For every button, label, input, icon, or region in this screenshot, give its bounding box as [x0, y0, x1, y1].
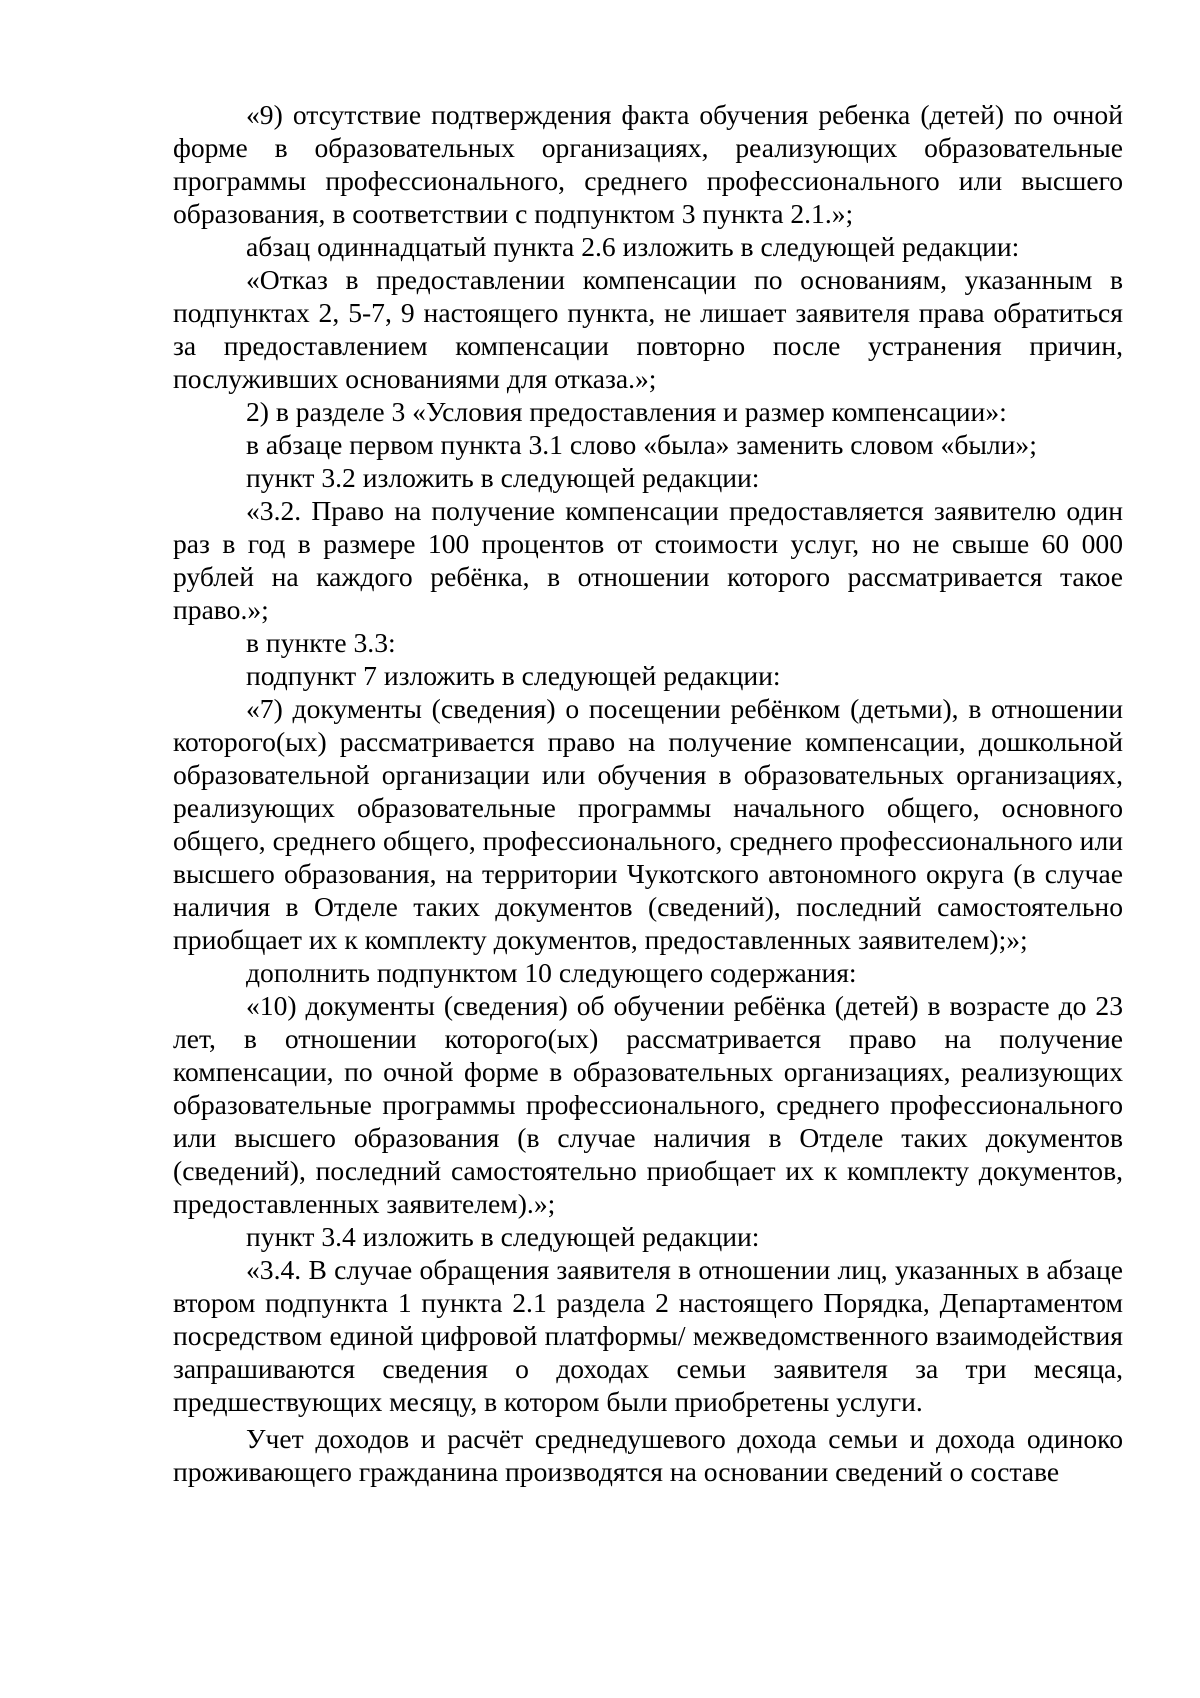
paragraph-text-3-2: «3.2. Право на получение компенсации предоставляется заявителю один раз в год в размере 100 процентов от стоимости услуг, но не свыше 60 000 рублей на каждого ребёнка, в отношении которого рассматривается такое право.»;	[173, 495, 1123, 625]
document-page	[173, 98, 1123, 1488]
paragraph-item-9: «9) отсутствие подтверждения факта обучения ребенка (детей) по очной форме в образовательных организациях, реализующих образовательные программы профессионального, среднего профессионального или высшего образования, в соответствии с подпунктом 3 пункта 2.1.»;	[173, 99, 1123, 229]
paragraph-text-sub-10: «10) документы (сведения) об обучении ребёнка (детей) в возрасте до 23 лет, в отношении которого(ых) рассматривается право на получение компенсации, по очной форме в образовательных организациях, реализующих образовательные программы профессионального, среднего профессионального или высшего образования (в случае наличия в Отделе таких документов (сведений), последний самостоятельно приобщает их к комплекту документов, предоставленных заявителем).»;	[173, 990, 1123, 1219]
paragraph-refusal-text: «Отказ в предоставлении компенсации по основаниям, указанным в подпунктах 2, 5-7, 9 настоящего пункта, не лишает заявителя права обратиться за предоставлением компенсации повторно после устранения причин, послуживших основаниями для отказа.»;	[173, 264, 1123, 394]
paragraph-section-3: 2) в разделе 3 «Условия предоставления и размер компенсации»:	[246, 396, 1007, 427]
paragraph-text-3-4: «3.4. В случае обращения заявителя в отношении лиц, указанных в абзаце втором подпункта 1 пункта 2.1 раздела 2 настоящего Порядка, Департаментом посредством единой цифровой платформы/ межведомственного взаимодействия запрашиваются сведения о доходах семьи заявителя за три месяца, предшествующих месяцу, в котором были приобретены услуги.	[173, 1254, 1123, 1417]
paragraph-amend-3-4: пункт 3.4 изложить в следующей редакции:	[246, 1221, 760, 1252]
paragraph-income-accounting: Учет доходов и расчёт среднедушевого дохода семьи и дохода одиноко проживающего гражданина производятся на основании сведений о составе	[173, 1423, 1123, 1487]
paragraph-amend-2-6: абзац одиннадцатый пункта 2.6 изложить в следующей редакции:	[246, 231, 1020, 262]
paragraph-in-3-3: в пункте 3.3:	[246, 627, 396, 658]
paragraph-amend-3-1: в абзаце первом пункта 3.1 слово «была» заменить словом «были»;	[246, 429, 1037, 460]
paragraph-amend-3-2: пункт 3.2 изложить в следующей редакции:	[246, 462, 760, 493]
paragraph-text-sub-7: «7) документы (сведения) о посещении ребёнком (детьми), в отношении которого(ых) рассматривается право на получение компенсации, дошкольной образовательной организации или обучения в образовательных организациях, реализующих образовательные программы начального общего, основного общего, среднего общего, профессионального, среднего профессионального или высшего образования, на территории Чукотского автономного округа (в случае наличия в Отделе таких документов (сведений), последний самостоятельно приобщает их к комплекту документов, предоставленных заявителем);»;	[173, 693, 1123, 955]
paragraph-amend-sub-7: подпункт 7 изложить в следующей редакции:	[246, 660, 781, 691]
paragraph-add-sub-10: дополнить подпунктом 10 следующего содержания:	[246, 957, 857, 988]
